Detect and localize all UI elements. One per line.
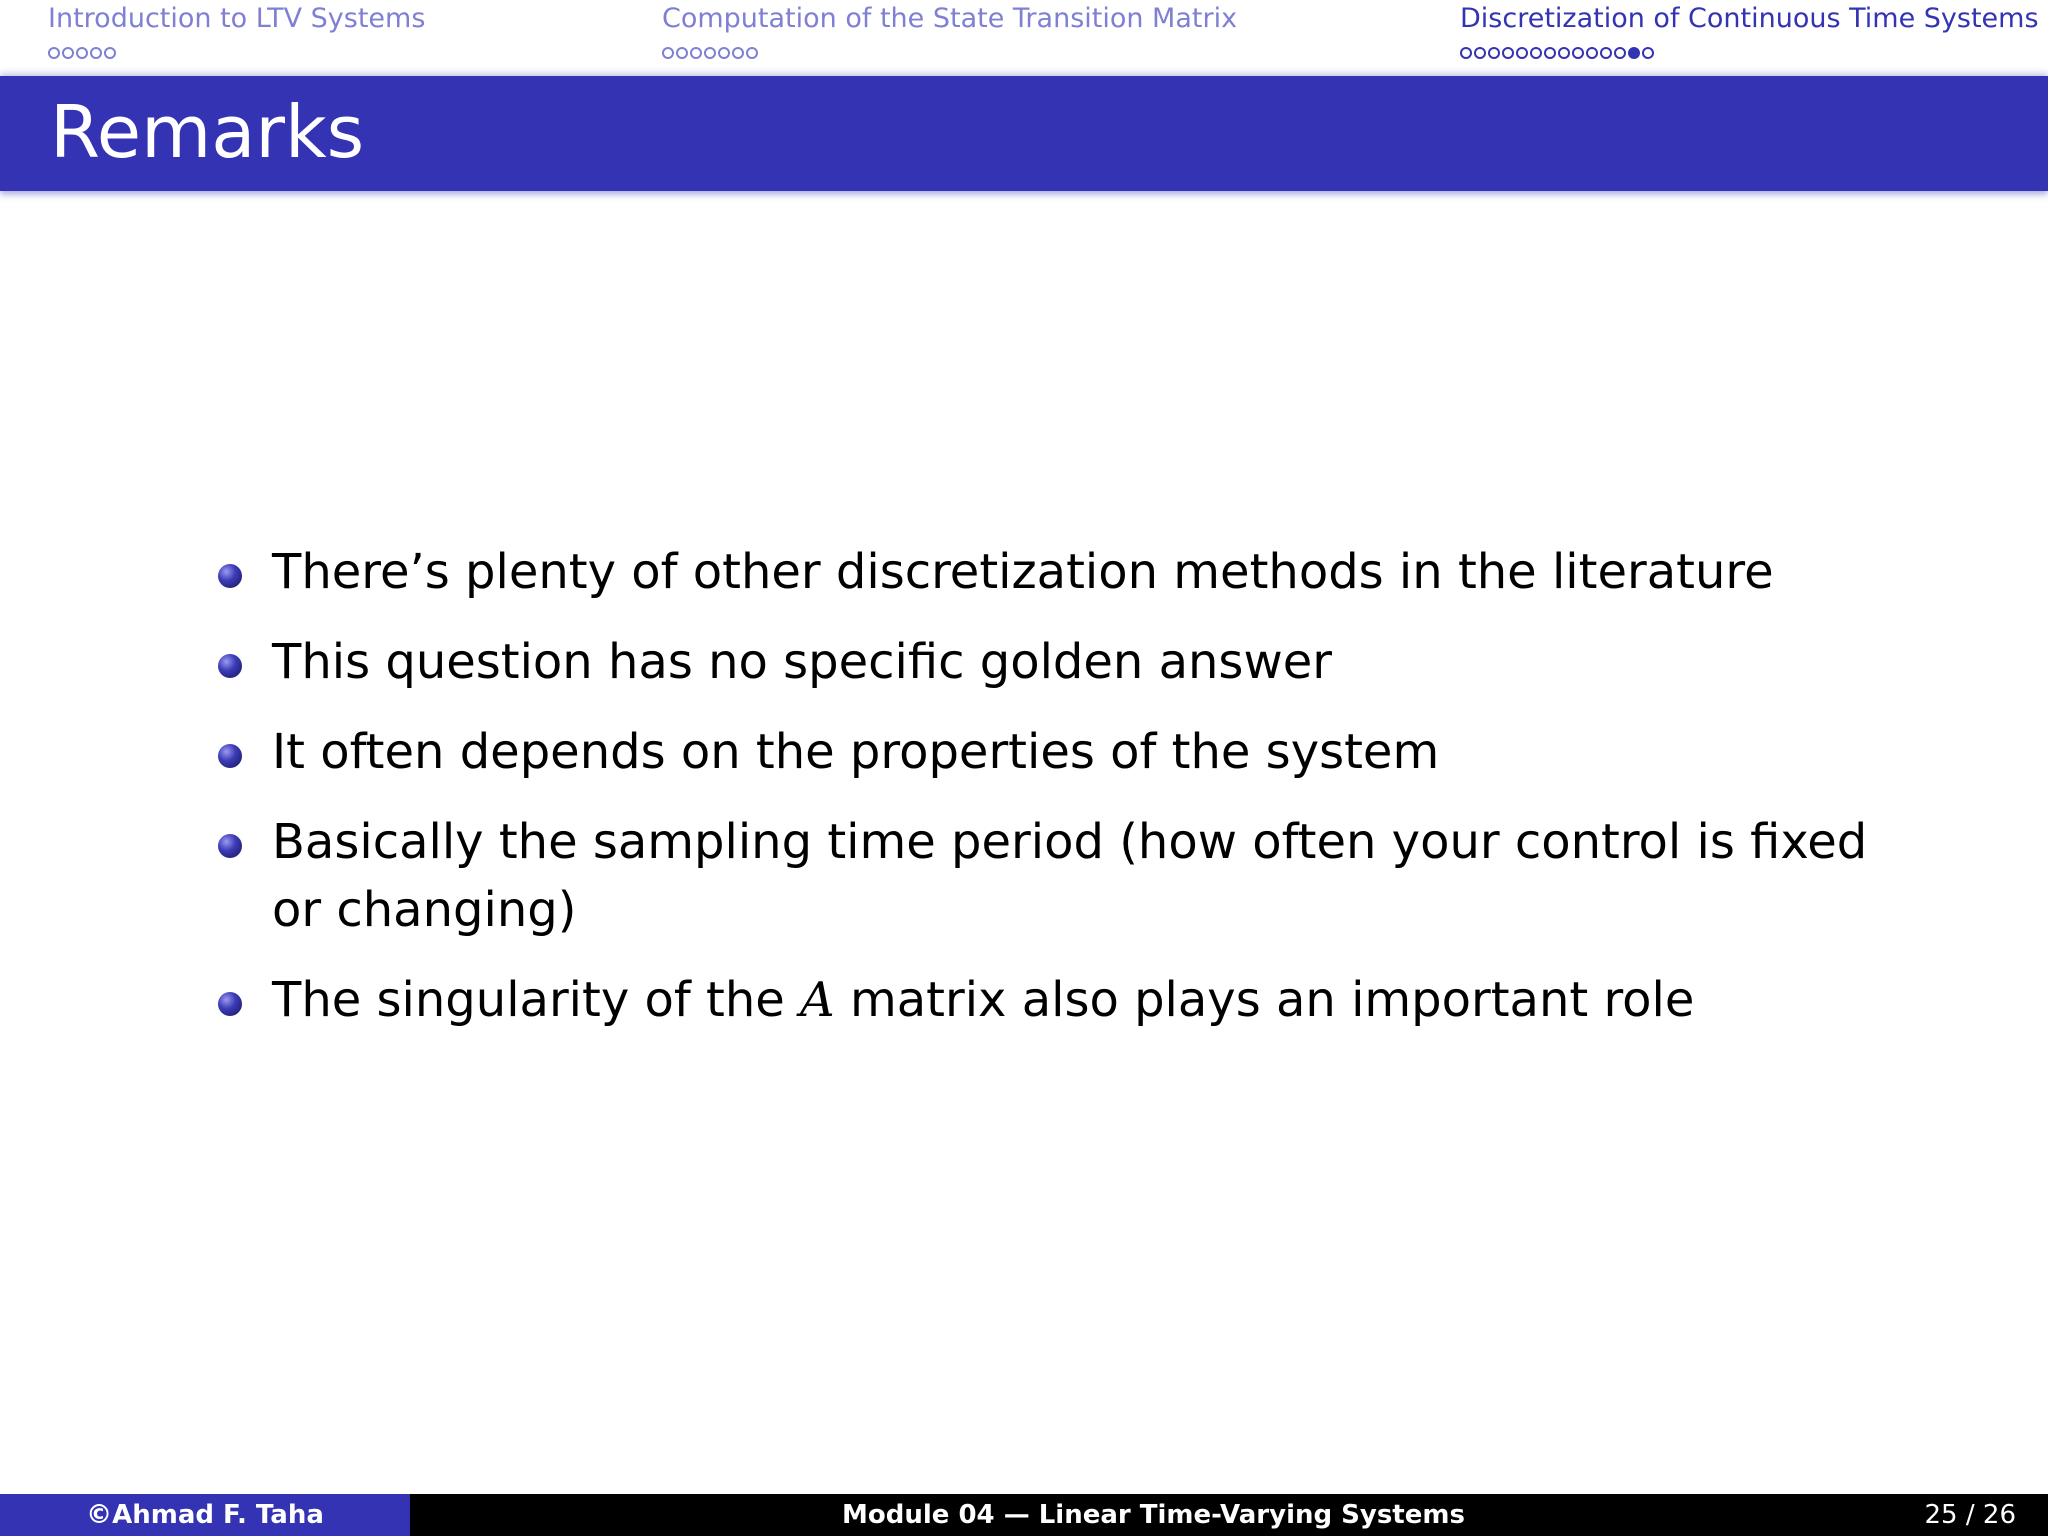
nav-frame-dot[interactable] xyxy=(76,47,88,59)
nav-frame-dot[interactable] xyxy=(1474,47,1486,59)
nav-frame-dot[interactable] xyxy=(732,47,744,59)
nav-frame-dot[interactable] xyxy=(662,47,674,59)
page-separator: / xyxy=(1965,1500,1975,1530)
slide-content xyxy=(216,538,1876,1056)
nav-frame-dot[interactable] xyxy=(90,47,102,59)
nav-frame-dot[interactable] xyxy=(1530,47,1542,59)
bullet-text: There’s plenty of other discretization methods in the literature xyxy=(272,544,1774,600)
nav-section-title[interactable]: Computation of the State Transition Matrix xyxy=(662,3,1238,34)
bullet-item xyxy=(216,718,1876,786)
nav-frame-dot[interactable] xyxy=(746,47,758,59)
nav-frame-dot[interactable] xyxy=(704,47,716,59)
nav-section-state-transition[interactable] xyxy=(662,3,1237,61)
section-navigation xyxy=(0,0,2048,74)
nav-frame-dot[interactable] xyxy=(718,47,730,59)
bullet-ball-icon xyxy=(218,654,242,678)
bullet-text: This question has no specific golden answer xyxy=(272,634,1332,690)
bullet-text: It often depends on the properties of the system xyxy=(272,724,1440,780)
nav-frame-dot[interactable] xyxy=(62,47,74,59)
nav-section-introduction[interactable] xyxy=(48,3,425,61)
nav-frame-dot[interactable] xyxy=(1642,47,1654,59)
nav-frame-dots xyxy=(48,44,425,61)
bullet-item xyxy=(216,808,1876,944)
nav-frame-dot[interactable] xyxy=(48,47,60,59)
footer-author: ©Ahmad F. Taha xyxy=(0,1494,410,1536)
nav-frame-dot[interactable] xyxy=(1586,47,1598,59)
footer-module-title: Module 04 — Linear Time-Varying Systems xyxy=(842,1500,1465,1530)
footer-page-number xyxy=(1925,1494,2016,1536)
footer xyxy=(0,1494,2048,1536)
nav-frame-dots xyxy=(1460,44,2039,61)
nav-frame-dot[interactable] xyxy=(1544,47,1556,59)
bullet-ball-icon xyxy=(218,744,242,768)
page-total: 26 xyxy=(1982,1500,2016,1530)
nav-frame-dot[interactable] xyxy=(104,47,116,59)
nav-frame-dot[interactable] xyxy=(1558,47,1570,59)
nav-frame-dot[interactable] xyxy=(676,47,688,59)
frame-title-bar xyxy=(0,76,2048,191)
nav-frame-dot[interactable] xyxy=(1614,47,1626,59)
nav-section-title[interactable]: Introduction to LTV Systems xyxy=(48,3,426,34)
bullet-ball-icon xyxy=(218,992,242,1016)
bullet-list xyxy=(216,538,1876,1034)
page-current: 25 xyxy=(1924,1500,1958,1530)
nav-frame-dot[interactable] xyxy=(690,47,702,59)
nav-frame-dot[interactable] xyxy=(1516,47,1528,59)
frame-title: Remarks xyxy=(50,90,365,174)
bullet-ball-icon xyxy=(218,834,242,858)
nav-frame-dot[interactable] xyxy=(1600,47,1612,59)
nav-section-title[interactable]: Discretization of Continuous Time Systems xyxy=(1460,3,2039,34)
nav-frame-dot-current[interactable] xyxy=(1628,47,1640,59)
bullet-item xyxy=(216,538,1876,606)
bullet-text-before: The singularity of the xyxy=(272,972,801,1028)
nav-frame-dots xyxy=(662,44,1237,61)
nav-section-discretization[interactable] xyxy=(1460,3,2039,61)
bullet-item xyxy=(216,628,1876,696)
nav-frame-dot[interactable] xyxy=(1460,47,1472,59)
bullet-ball-icon xyxy=(218,564,242,588)
footer-bar xyxy=(410,1494,2048,1536)
matrix-symbol: A xyxy=(800,972,835,1028)
nav-frame-dot[interactable] xyxy=(1488,47,1500,59)
nav-frame-dot[interactable] xyxy=(1502,47,1514,59)
bullet-text: Basically the sampling time period (how often your control is fixed or changing) xyxy=(272,814,1868,938)
bullet-item xyxy=(216,966,1876,1034)
bullet-text-after: matrix also plays an important role xyxy=(834,972,1695,1028)
nav-frame-dot[interactable] xyxy=(1572,47,1584,59)
